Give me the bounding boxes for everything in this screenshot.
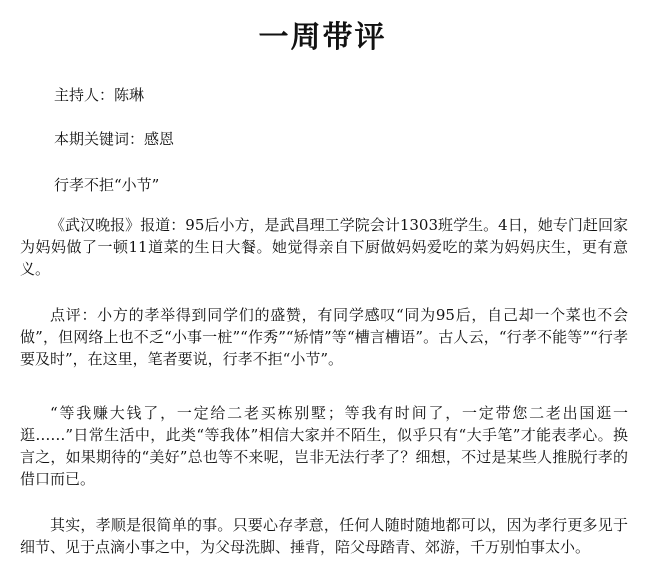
closing-paragraph: 其实，孝顺是很简单的事。只要心存孝意，任何人随时随地都可以，因为孝行更多见于细节、见于点滴小事之中，为父母洗脚、捶背，陪父母踏青、郊游，千万别怕事太小。 — [20, 516, 628, 556]
page-title: 一周带评 — [258, 20, 387, 55]
news-paragraph: 《武汉晚报》报道：95后小方，是武昌理工学院会计1303班学生。4日，她专门赶回家为妈妈做了一顿11道菜的生日大餐。她觉得亲自下厨做妈妈爱吃的菜为妈妈庆生，更有意义。 — [20, 216, 628, 278]
body-paragraph: “等我赚大钱了，一定给二老买栋别墅；等我有时间了，一定带您二老出国逛一逛……”日常生活中，此类“等我体”相信大家并不陌生，似乎只有“大手笔”才能表孝心。换言之，如果期待的“美好”总也等不来呢，岂非无法行孝了？细想，不过是某些人推脱行孝的借口而已。 — [20, 404, 628, 488]
comment-paragraph: 点评：小方的孝举得到同学们的盛赞，有同学感叹“同为95后，自己却一个菜也不会做”，但网络上也不乏“小事一桩”“作秀”“矫情”等“槽言槽语”。古人云，“行孝不能等”“行孝要及时”，在这里，笔者要说，行孝不拒“小节”。 — [20, 306, 628, 368]
article-subtitle: 行孝不拒“小节” — [54, 176, 160, 194]
host-line: 主持人：陈琳 — [54, 86, 145, 104]
keyword-line: 本期关键词：感恩 — [54, 130, 175, 148]
